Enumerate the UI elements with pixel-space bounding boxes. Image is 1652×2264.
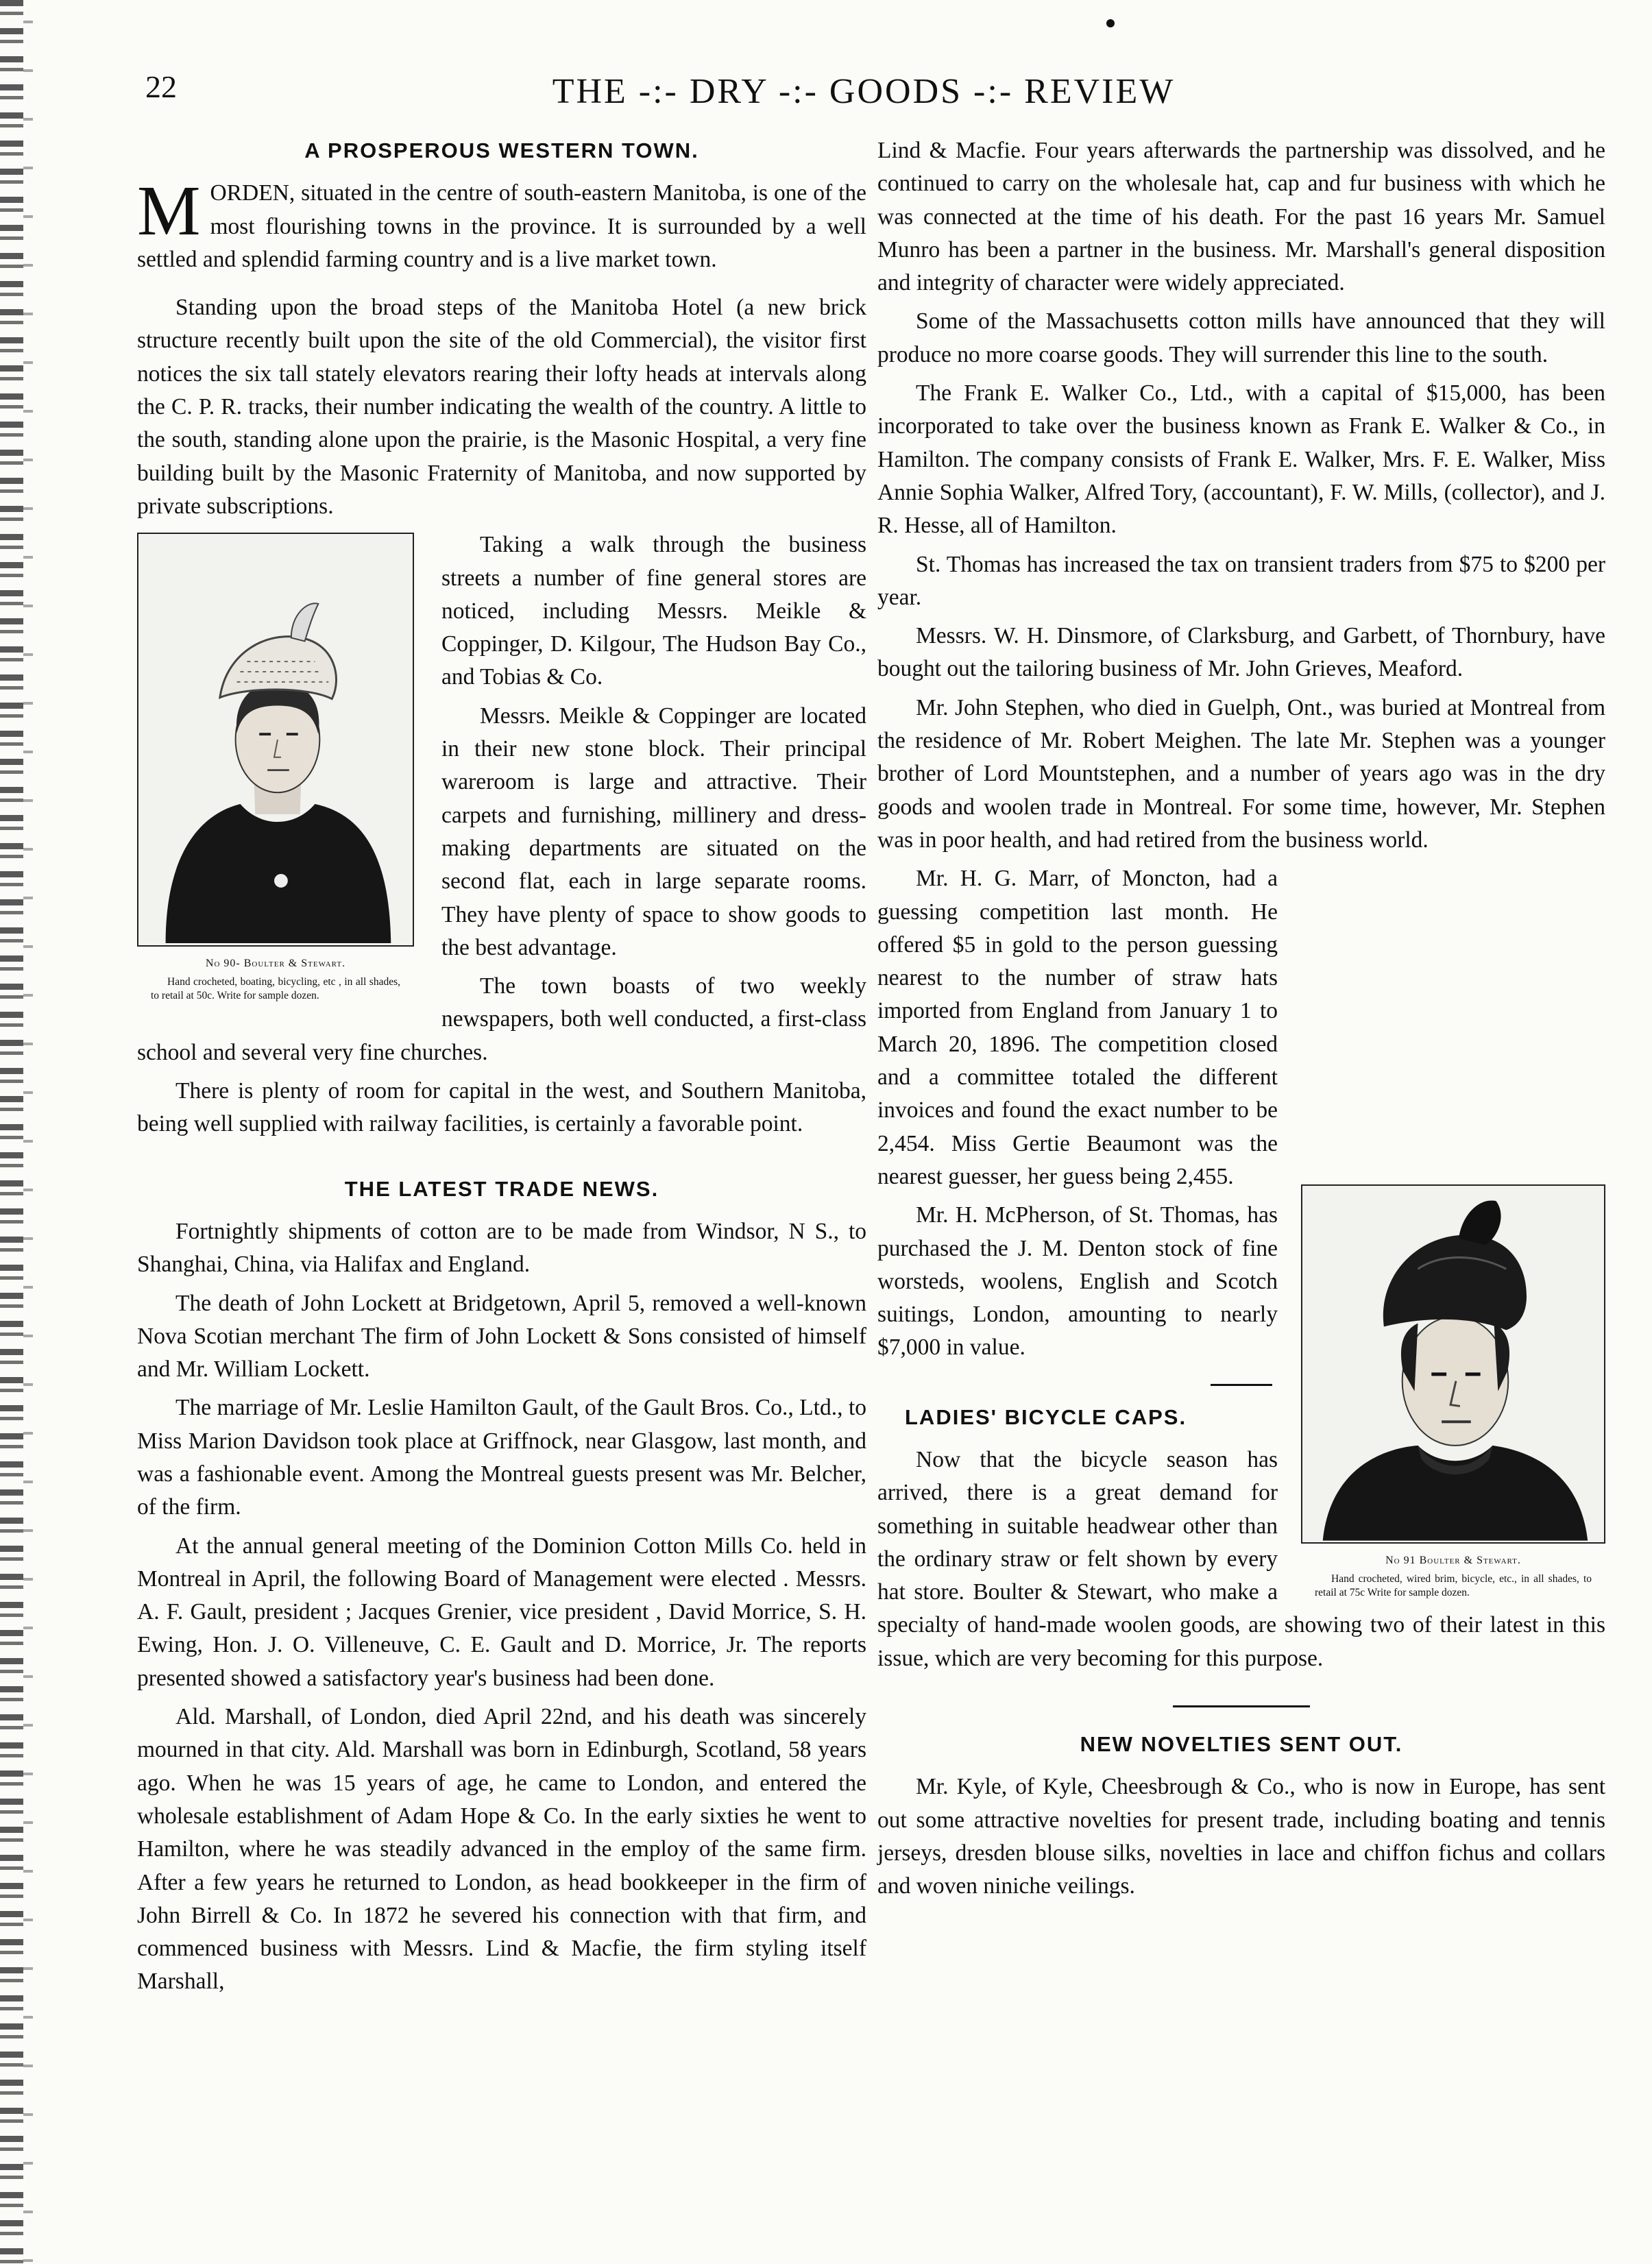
paragraph-bicycle-caps: Now that the bicycle season has arrived, there is a great demand for something in suitable headwear other than the ordinary straw or felt shown by every hat store. Boulter & Stewart, who make a specialty of hand-made woolen goods, are showing two of their latest in this issue, which are very becoming for this purpose. (877, 1446, 1605, 1671)
paragraph-marr-competition: Mr. H. G. Marr, of Moncton, had a guessing competition last month. He offered $5 in gold to the person guessing nearest to the number of straw hats imported from England from January 1 to March 20, 1896. The competition closed and a committee totaled the different invoices and found the exact number to be 2,454. Miss Gertie Beaumont was the nearest guesser, her guess being 2,455. (877, 866, 1278, 1189)
figure-90-caption: Hand crocheted, boating, bicycling, etc , in all shades, to retail at 50c. Write for sample dozen. (151, 976, 400, 1002)
paragraph-gault-marriage: The marriage of Mr. Leslie Hamilton Gault, of the Gault Bros. Co., Ltd., to Miss Marion Davidson took place at Griffnock, near Glasgow, last month, and was a fashionable event. Among the Montreal guests present was Mr. Belcher, of the firm. (137, 1395, 866, 1520)
paragraph-ald-marshall: Ald. Marshall, of London, died April 22nd, and his death was sincerely mourned in that city. Ald. Marshall was born in Edinburgh, Scotland, 58 years ago. When he was 15 years of age, he came to London, and entered the wholesale establishment of Adam Hope & Co. In the early sixties he went to Hamilton, where he was steadily advanced in the employ of the same firm. After a few years he returned to London, as head bookkeeper in the firm of John Birrell & Co. In 1872 he severed his connection with that firm, and commenced business with Messrs. Lind & Macfie, the firm styling itself Marshall, (137, 1704, 866, 1995)
paragraph-mcpherson: Mr. H. McPherson, of St. Thomas, has purchased the J. M. Denton stock of fine worsteds, woolens, English and Scotch suitings, London, amounting to nearly $7,000 in value. (877, 1202, 1278, 1361)
paragraph-room-for-capital: There is plenty of room for capital in the west, and Southern Manitoba, being well supplied with railway facilities, is certainly a favorable point. (137, 1078, 866, 1137)
heading-prosperous-western-town: A PROSPEROUS WESTERN TOWN. (304, 138, 699, 162)
paragraph-death-john-lockett: The death of John Lockett at Bridgetown, April 5, removed a well-known Nova Scotian merchant The firm of John Lockett & Sons consisted of himself and Mr. William Lockett. (137, 1290, 866, 1383)
portrait-illustration-91 (1302, 1186, 1604, 1542)
paragraph-dominion-cotton-mills: At the annual general meeting of the Dominion Cotton Mills Co. held in Montreal in April, the following Board of Management were elected . Messrs. A. F. Gault, president ; Jacques Grenier, vice president , David Morrice, S. H. Ewing, Hon. J. O. Villeneuve, C. E. Gault and D. Morrice, Jr. The reports presented showed a satisfactory year's business had been done. (137, 1533, 866, 1691)
paragraph-massachusetts-mills: Some of the Massachusetts cotton mills have announced that they will produce no more coarse goods. They will surrender this line to the south. (877, 308, 1605, 367)
figure-91-title: No 91 Boulter & Stewart. (1385, 1555, 1521, 1567)
paragraph-st-thomas-tax: St. Thomas has increased the tax on transient traders from $75 to $200 per year. (877, 551, 1605, 610)
page-binding-shadow (23, 0, 33, 2264)
figure-90-title: No 90- Boulter & Stewart. (205, 958, 346, 970)
intro-lead-word: ORDEN (210, 180, 289, 206)
paragraph-standing (137, 291, 866, 523)
photo-woman-crocheted-cap (137, 533, 414, 947)
paragraph-fortnightly-shipments: Fortnightly shipments of cotton are to be made from Windsor, N S., to Shanghai, China, via Halifax and England. (137, 1218, 866, 1278)
page-binding-edge (0, 0, 23, 2264)
paragraph-dinsmore-garbett: Messrs. W. H. Dinsmore, of Clarksburg, and Garbett, of Thornbury, have bought out the tailoring business of Mr. John Grieves, Meaford. (877, 623, 1605, 682)
figure-91-caption: Hand crocheted, wired brim, bicycle, etc., in all shades, to retail at 75c Write for sample dozen. (1315, 1573, 1592, 1599)
article-intro (137, 171, 866, 276)
section-divider-2 (1173, 1705, 1310, 1707)
intro-text: , situated in the centre of south-eastern Manitoba, is one of the most flourishing towns in the province. It is surrounded by a well settled and splendid farming country and is a live market town. (137, 180, 866, 272)
heading-new-novelties: NEW NOVELTIES SENT OUT. (1080, 1732, 1403, 1757)
photo-woman-bicycle-cap (1301, 1184, 1605, 1544)
paragraph-town-newspapers: The town boasts of two weekly newspapers, both well conducted, a first-class school and several very fine churches. (137, 973, 866, 1065)
right-column (877, 134, 1605, 1909)
paragraph-meikle-coppinger: Messrs. Meikle & Coppinger are located in their new stone block. Their principal wareroom is large and attractive. Their carpets and furnishing, millinery and dress-making departments are situated on the second flat, each in large separate rooms. They have plenty of space to show goods to the best advantage. (441, 703, 866, 960)
paragraph-frank-walker-co: The Frank E. Walker Co., Ltd., with a capital of $15,000, has been incorporated to take over the business known as Frank E. Walker & Co., in Hamilton. The company consists of Frank E. Walker, Mrs. F. E. Walker, Miss Annie Sophia Walker, Alfred Tory, (accountant), F. W. Mills, (collector), and J. R. Hesse, all of Hamilton. (877, 380, 1605, 539)
paragraph-kyle-novelties: Mr. Kyle, of Kyle, Cheesbrough & Co., who is now in Europe, has sent out some attractive novelties for present trade, including boating and tennis jerseys, dresden blouse silks, novelties in lace and chiffon fichus and collars and woven niniche veilings. (877, 1774, 1605, 1899)
portrait-illustration-90 (138, 534, 413, 945)
page-number: 22 (145, 69, 177, 104)
figure-no-91 (1301, 1184, 1605, 1600)
paragraph-lind-macfie: Lind & Macfie. Four years afterwards the partnership was dissolved, and he continued to carry on the wholesale hat, cap and fur business with which he was connected at the time of his death. For the past 16 years Mr. Samuel Munro has been a partner in the business. Mr. Marshall's general disposition and integrity of character were widely appreciated. (877, 138, 1605, 296)
heading-latest-trade-news: THE LATEST TRADE NEWS. (344, 1176, 659, 1201)
running-head: THE -:- DRY -:- GOODS -:- REVIEW (552, 72, 1176, 111)
print-speck (1106, 19, 1115, 27)
left-column (137, 134, 866, 2004)
paragraph-john-stephen: Mr. John Stephen, who died in Guelph, Ont., was buried at Montreal from the residence of Mr. Robert Meighen. The late Mr. Stephen was a younger brother of Lord Mountstephen, and a number of years ago was in the dry goods and woolen trade in Montreal. For some time, however, Mr. Stephen was in poor health, and had retired from the business world. (877, 694, 1605, 853)
heading-ladies-bicycle-caps: LADIES' BICYCLE CAPS. (905, 1404, 1187, 1429)
drop-cap: M (137, 171, 201, 251)
standing-text: Standing upon the broad steps of the Manitoba Hotel (a new brick structure recently built upon the site of the old Commercial), the visitor first notices the six tall stately elevators rearing their lofty heads at intervals along the C. P. R. tracks, their number indicating the wealth of the country. A little to the south, standing alone upon the prairie, is the Masonic Hospital, a very fine building built by the Masonic Fraternity of Manitoba, and now supported by private subscriptions. (137, 295, 866, 519)
paragraph-taking-a-walk: Taking a walk through the business streets a number of fine general stores are noticed, including Messrs. Meikle & Coppinger, D. Kilgour, The Hudson Bay Co., and Tobias & Co. (441, 532, 866, 690)
section-divider (1211, 1384, 1272, 1386)
figure-no-90 (137, 533, 414, 1003)
